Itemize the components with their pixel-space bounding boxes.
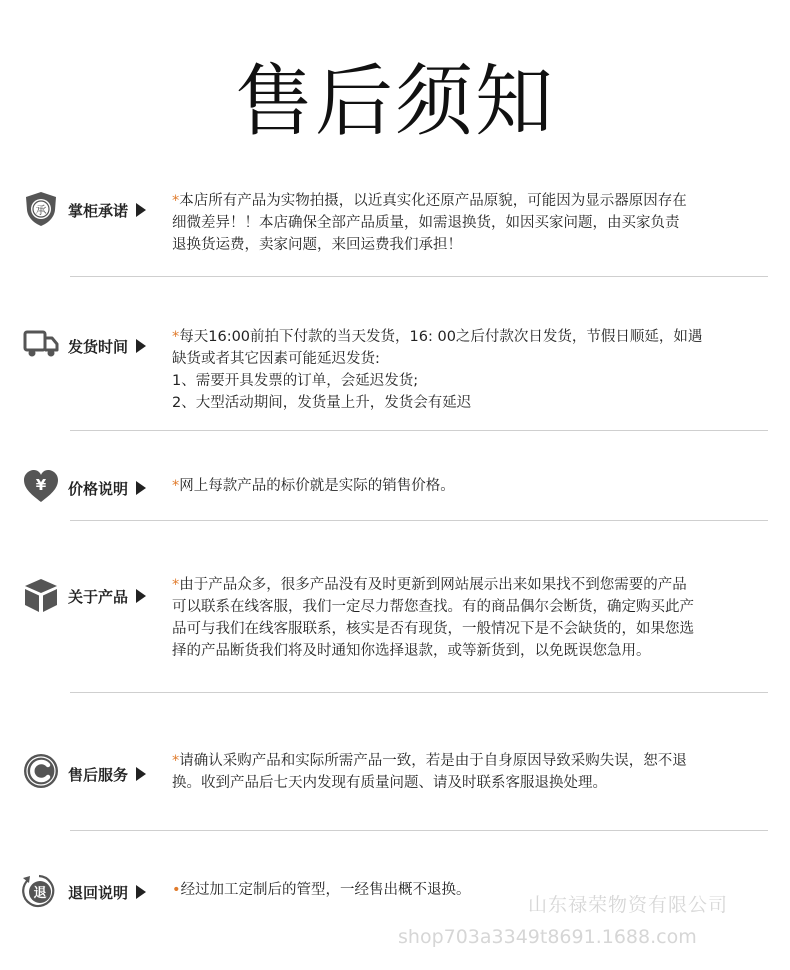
section-text — [172, 475, 762, 497]
watermark-shop: shop703a3349t8691.1688.com — [398, 926, 697, 948]
label-text: 掌柜承诺 — [68, 202, 129, 220]
text-line: 缺货或者其它因素可能延迟发货: — [172, 351, 380, 367]
truck-icon — [22, 324, 60, 362]
divider — [70, 692, 768, 693]
section-text — [172, 750, 762, 794]
text-line: *网上每款产品的标价就是实际的销售价格。 — [172, 478, 455, 494]
heart-yen-icon — [22, 468, 60, 506]
divider — [70, 430, 768, 431]
label-text: 售后服务 — [68, 766, 129, 784]
section-label — [68, 478, 146, 499]
text-line: *本店所有产品为实物拍摄，以近真实化还原产品原貌，可能因为显示器原因存在 — [172, 193, 687, 209]
text-line: *请确认采购产品和实际所需产品一致，若是由于自身原因导致采购失误，恕不退 — [172, 753, 687, 769]
page-title: 售后须知 — [234, 57, 555, 147]
divider — [70, 830, 768, 831]
play-arrow-icon — [136, 339, 146, 353]
section-text — [172, 326, 762, 414]
return-icon — [20, 872, 58, 910]
play-arrow-icon — [136, 767, 146, 781]
box-icon — [22, 576, 60, 614]
section-text — [172, 190, 762, 256]
return-icon-text: 退 — [33, 886, 47, 901]
text-line: 可以联系在线客服，我们一定尽力帮您查找。有的商品偶尔会断货，确定购买此产 — [172, 599, 694, 615]
divider — [70, 276, 768, 277]
label-text: 发货时间 — [68, 338, 129, 356]
service-c-icon — [22, 752, 60, 790]
text-line: 细微差异！！本店确保全部产品质量，如需退换货，如因买家问题，由买家负责 — [172, 215, 680, 231]
yen-symbol: ¥ — [35, 476, 47, 494]
label-text: 退回说明 — [68, 884, 129, 902]
play-arrow-icon — [136, 589, 146, 603]
text-line: 退换货运费，卖家问题，来回运费我们承担！ — [172, 237, 462, 253]
play-arrow-icon — [136, 203, 146, 217]
shield-seal-icon — [22, 190, 60, 228]
label-text: 价格说明 — [68, 480, 129, 498]
text-line: •经过加工定制后的管型，一经售出概不退换。 — [172, 882, 471, 898]
text-line: 换。收到产品后七天内发现有质量问题、请及时联系客服退换处理。 — [172, 775, 607, 791]
watermark-company: 山东禄荣物资有限公司 — [528, 894, 729, 916]
shield-seal-text: 承 — [35, 203, 47, 217]
text-line: 2、大型活动期间，发货量上升，发货会有延迟 — [172, 395, 472, 411]
play-arrow-icon — [136, 885, 146, 899]
text-line: 品可与我们在线客服联系，核实是否有现货，一般情况下是不会缺货的，如果您选 — [172, 621, 694, 637]
section-label — [68, 764, 146, 785]
text-line: *每天16:00前拍下付款的当天发货，16: 00之后付款次日发货，节假日顺延，如遇 — [172, 329, 703, 345]
play-arrow-icon — [136, 481, 146, 495]
section-text — [172, 574, 762, 662]
section-label — [68, 586, 146, 607]
text-line: 择的产品断货我们将及时通知你选择退款，或等新货到，以免既误您急用。 — [172, 643, 651, 659]
section-label — [68, 882, 146, 903]
divider — [70, 520, 768, 521]
text-line: 1、需要开具发票的订单，会延迟发货; — [172, 373, 419, 389]
section-label — [68, 200, 146, 221]
text-line: *由于产品众多，很多产品没有及时更新到网站展示出来如果找不到您需要的产品 — [172, 577, 687, 593]
label-text: 关于产品 — [68, 588, 129, 606]
section-label — [68, 336, 146, 357]
